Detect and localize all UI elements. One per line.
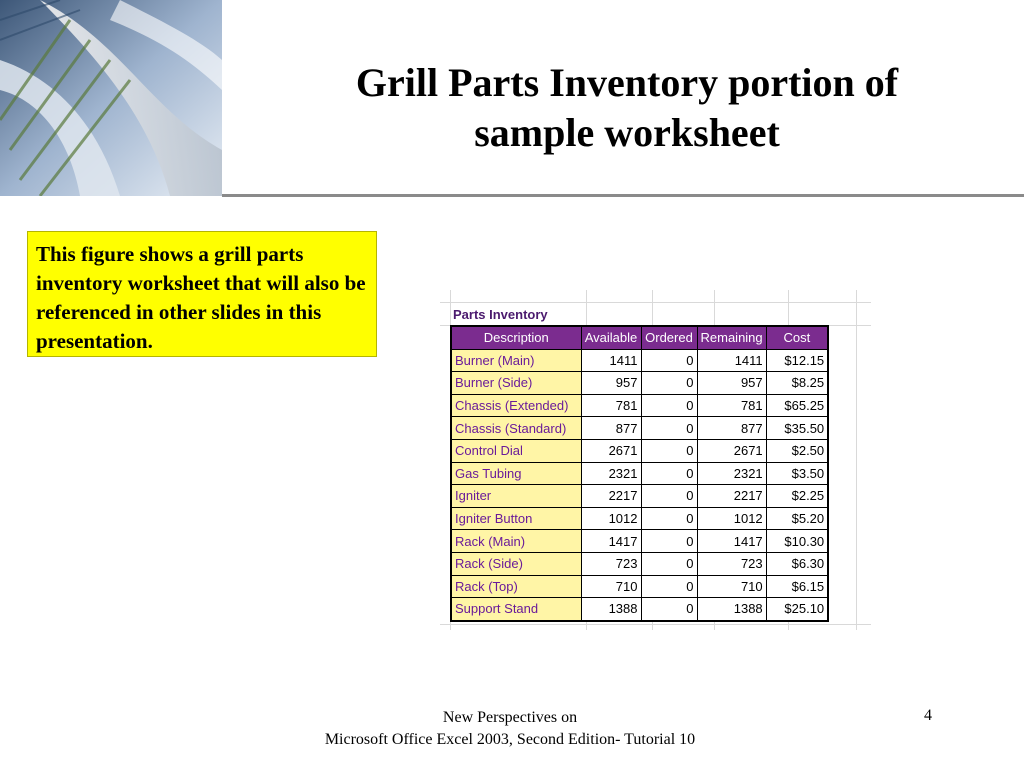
cell-cost[interactable]: $2.25 [766,485,828,508]
cell-cost[interactable]: $10.30 [766,530,828,553]
cell-cost[interactable]: $6.15 [766,575,828,598]
column-header-cost[interactable]: Cost [766,326,828,349]
cell-available[interactable]: 877 [581,417,641,440]
cell-remaining[interactable]: 2321 [697,462,766,485]
cell-available[interactable]: 1417 [581,530,641,553]
worksheet-figure [440,290,871,630]
column-header-ordered[interactable]: Ordered [641,326,697,349]
cell-available[interactable]: 1012 [581,507,641,530]
cell-cost[interactable]: $2.50 [766,439,828,462]
footer-line-2: Microsoft Office Excel 2003, Second Edition- Tutorial 10 [324,731,696,748]
cell-cost[interactable]: $65.25 [766,394,828,417]
slide-title-line-2: sample worksheet [474,110,780,155]
cell-available[interactable]: 781 [581,394,641,417]
cell-available[interactable]: 723 [581,552,641,575]
footer [260,707,760,751]
table-row [451,552,828,575]
cell-ordered[interactable]: 0 [641,462,697,485]
cell-available[interactable]: 2217 [581,485,641,508]
table-row [451,575,828,598]
cell-description[interactable]: Rack (Main) [451,530,581,553]
cell-remaining[interactable]: 1411 [697,349,766,372]
cell-available[interactable]: 1411 [581,349,641,372]
cell-ordered[interactable]: 0 [641,507,697,530]
cell-ordered[interactable]: 0 [641,598,697,621]
cell-remaining[interactable]: 2671 [697,439,766,462]
cell-ordered[interactable]: 0 [641,439,697,462]
cell-remaining[interactable]: 877 [697,417,766,440]
column-header-remaining[interactable]: Remaining [697,326,766,349]
cell-description[interactable]: Control Dial [451,439,581,462]
cell-ordered[interactable]: 0 [641,372,697,395]
inventory-rows [451,349,828,621]
cell-description[interactable]: Support Stand [451,598,581,621]
header-divider [222,194,1024,197]
cell-available[interactable]: 957 [581,372,641,395]
cell-description[interactable]: Igniter [451,485,581,508]
footer-line-1: New Perspectives on [442,709,578,726]
cell-cost[interactable]: $35.50 [766,417,828,440]
table-row [451,507,828,530]
cell-description[interactable]: Igniter Button [451,507,581,530]
column-header-description[interactable]: Description [451,326,581,349]
cell-cost[interactable]: $8.25 [766,372,828,395]
cell-ordered[interactable]: 0 [641,575,697,598]
table-row [451,598,828,621]
table-row [451,372,828,395]
cell-cost[interactable]: $3.50 [766,462,828,485]
cell-ordered[interactable]: 0 [641,417,697,440]
cell-ordered[interactable]: 0 [641,394,697,417]
cell-ordered[interactable]: 0 [641,552,697,575]
cell-available[interactable]: 2671 [581,439,641,462]
table-row [451,462,828,485]
cell-remaining[interactable]: 1417 [697,530,766,553]
cell-remaining[interactable]: 2217 [697,485,766,508]
cell-available[interactable]: 2321 [581,462,641,485]
column-header-available[interactable]: Available [581,326,641,349]
cell-remaining[interactable]: 723 [697,552,766,575]
slide-title [230,58,1024,158]
cell-remaining[interactable]: 1388 [697,598,766,621]
table-row [451,417,828,440]
architecture-photo-icon [0,0,222,196]
cell-ordered[interactable]: 0 [641,349,697,372]
page-number: 4 [924,707,932,724]
figure-note: This figure shows a grill parts inventory worksheet that will also be referenced in other slides in this presentation. [27,231,377,357]
cell-description[interactable]: Burner (Side) [451,372,581,395]
cell-remaining[interactable]: 1012 [697,507,766,530]
cell-description[interactable]: Rack (Side) [451,552,581,575]
inventory-table [450,325,829,622]
header-photo [0,0,222,196]
cell-ordered[interactable]: 0 [641,485,697,508]
slide-title-line-1: Grill Parts Inventory portion of [355,60,899,105]
cell-remaining[interactable]: 710 [697,575,766,598]
cell-description[interactable]: Chassis (Standard) [451,417,581,440]
cell-description[interactable]: Chassis (Extended) [451,394,581,417]
cell-description[interactable]: Rack (Top) [451,575,581,598]
cell-remaining[interactable]: 781 [697,394,766,417]
cell-available[interactable]: 710 [581,575,641,598]
table-row [451,530,828,553]
cell-ordered[interactable]: 0 [641,530,697,553]
cell-available[interactable]: 1388 [581,598,641,621]
table-row [451,394,828,417]
cell-description[interactable]: Burner (Main) [451,349,581,372]
table-row [451,485,828,508]
table-row [451,439,828,462]
cell-cost[interactable]: $25.10 [766,598,828,621]
table-row [451,349,828,372]
cell-description[interactable]: Gas Tubing [451,462,581,485]
cell-cost[interactable]: $12.15 [766,349,828,372]
cell-cost[interactable]: $5.20 [766,507,828,530]
cell-cost[interactable]: $6.30 [766,552,828,575]
worksheet-title: Parts Inventory [453,307,548,322]
cell-remaining[interactable]: 957 [697,372,766,395]
table-header-row [451,326,828,349]
